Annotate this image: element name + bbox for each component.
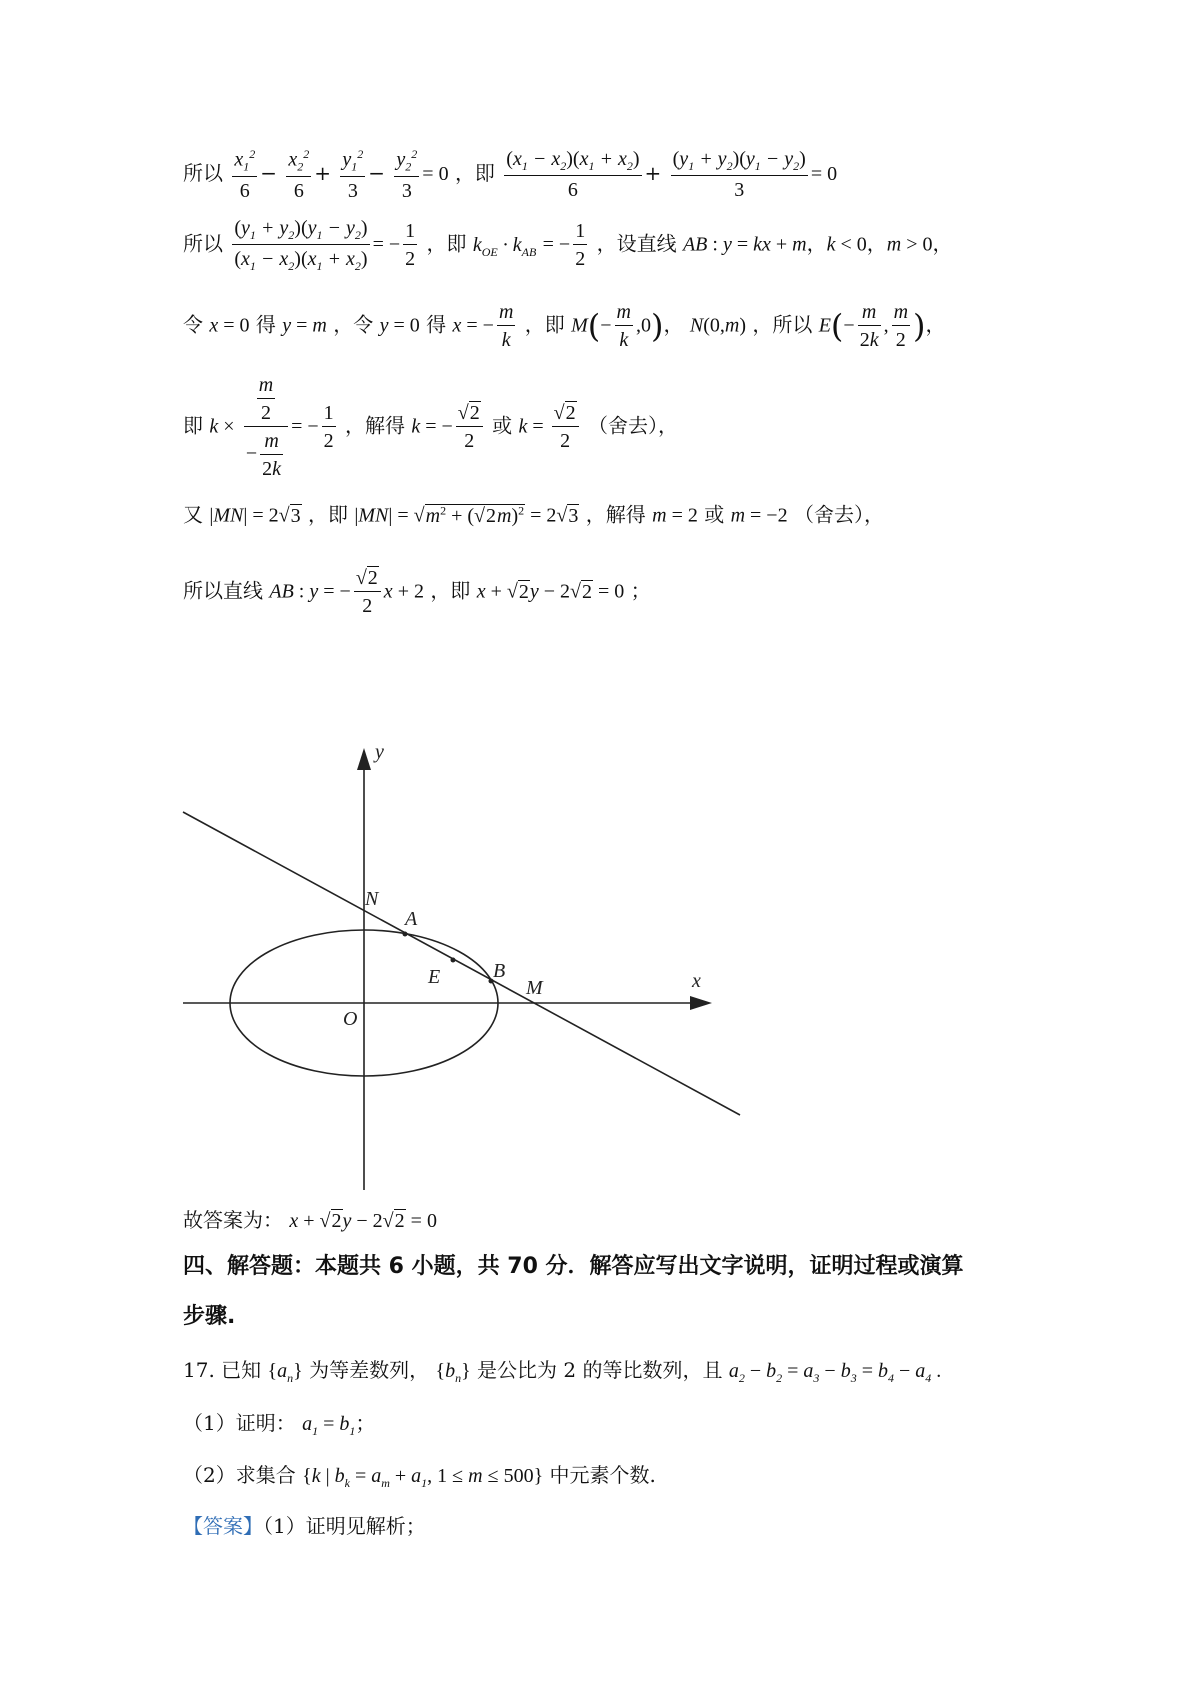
solution-line-1: 所以 $\frac{x_1^2}{6}$ − $\frac{x_2^2}{6}$ + $\frac{y_1^2}{3}$ − $\frac{y_2^2}{3}$ = 0 ，即 $\frac{(x_1 - x_2)(x_1 + x_2)}{6}$ + $\frac{(y_1 + y_2)(y_1 - y_2)}{3}$ = 0 (183, 147, 838, 202)
point-a (403, 932, 408, 937)
answer-tag: 【答案】 (183, 1514, 263, 1538)
label-y: y (375, 741, 384, 763)
x-axis-arrow (690, 996, 712, 1010)
label-x: x (692, 970, 701, 992)
answer-line: 故答案为： x + √2y − 2√2 = 0 (183, 1208, 437, 1232)
problem-17-answer: 【答案】（1）证明见解析； (183, 1514, 426, 1538)
y-axis-arrow (357, 748, 371, 770)
solution-line-5: 又 |MN| = 2√3 ，即 $|MN| = √m^2 + (√2m)^2 = 2√3$ ，解得 m = 2 或 m = −2 （舍去）， (183, 502, 884, 527)
solution-line-2: 所以 $\frac{(y_1 + y_2)(y_1 - y_2)}{(x_1 - x_2)(x_1 + x_2)}$ = − $\frac{1}{2}$ ，即 $k_{OE} \cdot k_{AB}$ = − $\frac{1}{2}$ ，设直线 AB : y = kx + m，k < 0，m > 0， (183, 217, 953, 273)
solution-line-3: 令 x = 0 得 y = m ，令 y = 0 得 x = − $\frac{m}{k}$ ，即 M(− $\frac{m}{k}$ ,0)， N(0,m) ，所以 E(− $\frac{m}{2k}$ , $\frac{m}{2}$ )， (183, 301, 946, 351)
label-b: B (493, 960, 506, 982)
problem-17-statement: 17. 已知 $\{a_n\}$ 为等差数列， $\{b_n\}$ 是公比为 2 的等比数列，且 $a_2 - b_2 = a_3 - b_3 = b_4 - a_4$ . (183, 1358, 942, 1385)
label-e: E (428, 966, 441, 988)
solution-line-4: 即 k × $\frac{m}{2}$ − $\frac{m}{2k}$ = − $\frac{1}{2}$ ，解得 k = − $\frac{√2}{2}$ 或 k = $\frac{√2}{2}$ （舍去）， (183, 374, 679, 480)
section-heading-line-2: 步骤. (183, 1304, 236, 1329)
label-o: O (343, 1008, 358, 1030)
solution-line-6: 所以直线 AB : y = − $\frac{√2}{2}$ x + 2 ，即 x + √2y − 2√2 = 0 ； (183, 567, 651, 617)
line-ab (183, 812, 740, 1115)
problem-17-part-2: （2）求集合 {k | $b_k = a_m + a_1$, 1 ≤ m ≤ 500} 中元素个数. (183, 1463, 656, 1490)
label-n: N (365, 888, 379, 910)
point-e (451, 958, 456, 963)
label-a: A (405, 908, 418, 930)
label-m: M (526, 977, 543, 999)
problem-17-part-1: （1）证明： $a_1 = b_1$； (183, 1411, 376, 1438)
section-heading-line-1: 四、解答题：本题共 6 小题，共 70 分．解答应写出文字说明，证明过程或演算 (183, 1254, 964, 1279)
